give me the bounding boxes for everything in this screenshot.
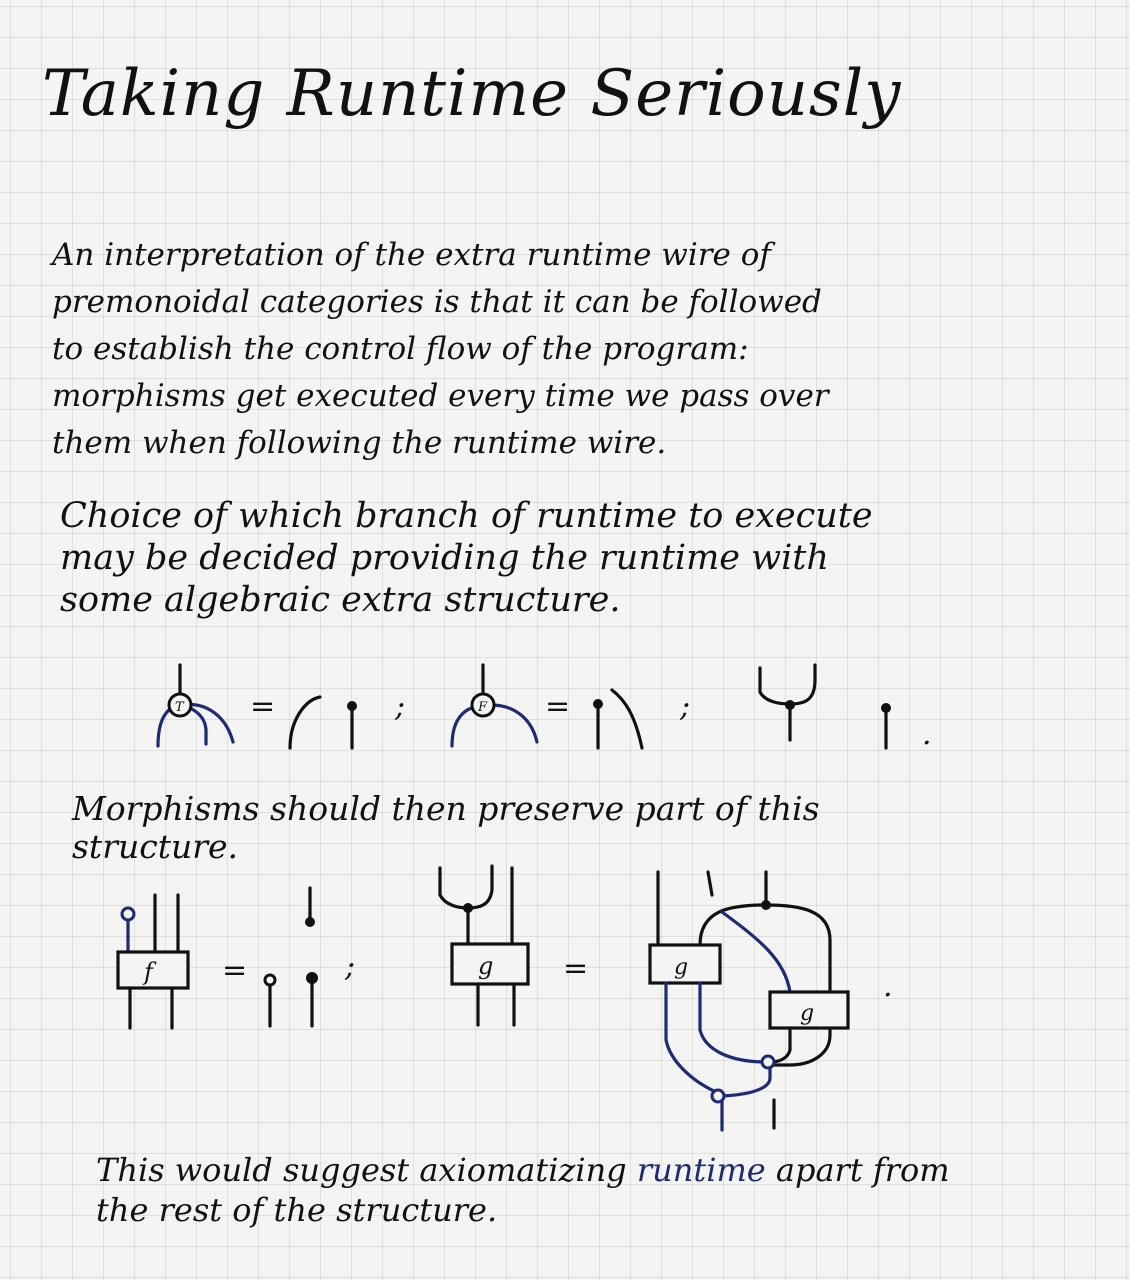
g-label: g xyxy=(800,1001,815,1026)
text-line: structure. xyxy=(72,827,239,866)
end-period: . xyxy=(883,969,893,1004)
text-line: to establish the control flow of the program: xyxy=(52,331,749,367)
text-line: may be decided providing the runtime with xyxy=(60,538,829,578)
equals-sign: = xyxy=(250,689,276,724)
g-morphism-diagram xyxy=(440,866,528,1025)
text-fragment: apart from xyxy=(765,1151,950,1189)
text-line: Choice of which branch of runtime to execute xyxy=(60,496,873,536)
text-line xyxy=(96,1150,950,1190)
g-expanded-diagram xyxy=(650,872,848,1130)
separator: ; xyxy=(395,689,406,724)
end-period: . xyxy=(922,717,932,752)
separator: ; xyxy=(345,949,356,984)
highlighted-runtime-word: runtime xyxy=(636,1151,766,1189)
g-label: g xyxy=(674,955,689,980)
true-label: T xyxy=(175,700,184,715)
text-fragment: This would suggest axiomatizing xyxy=(96,1151,637,1189)
text-line: morphisms get executed every time we pass over xyxy=(52,378,829,414)
text-line: Morphisms should then preserve part of this xyxy=(72,789,820,828)
equals-sign: = xyxy=(545,689,571,724)
separator: ; xyxy=(680,689,691,724)
equals-sign: = xyxy=(563,951,589,986)
paragraph-conclusion xyxy=(96,1150,950,1230)
f-morphism-diagram xyxy=(118,895,188,1028)
f-result-diagram xyxy=(265,888,318,1026)
text-line: premonoidal categories is that it can be followed xyxy=(52,284,822,320)
f-label: f xyxy=(144,958,153,986)
text-line: the rest of the structure. xyxy=(96,1191,498,1229)
text-line: An interpretation of the extra runtime wire of xyxy=(52,237,771,273)
g-label: g xyxy=(478,952,494,980)
equals-sign: = xyxy=(222,953,248,988)
page-title: Taking Runtime Seriously xyxy=(42,57,902,131)
text-line: some algebraic extra structure. xyxy=(60,580,621,620)
false-label: F xyxy=(478,700,488,715)
text-line: them when following the runtime wire. xyxy=(52,425,667,461)
